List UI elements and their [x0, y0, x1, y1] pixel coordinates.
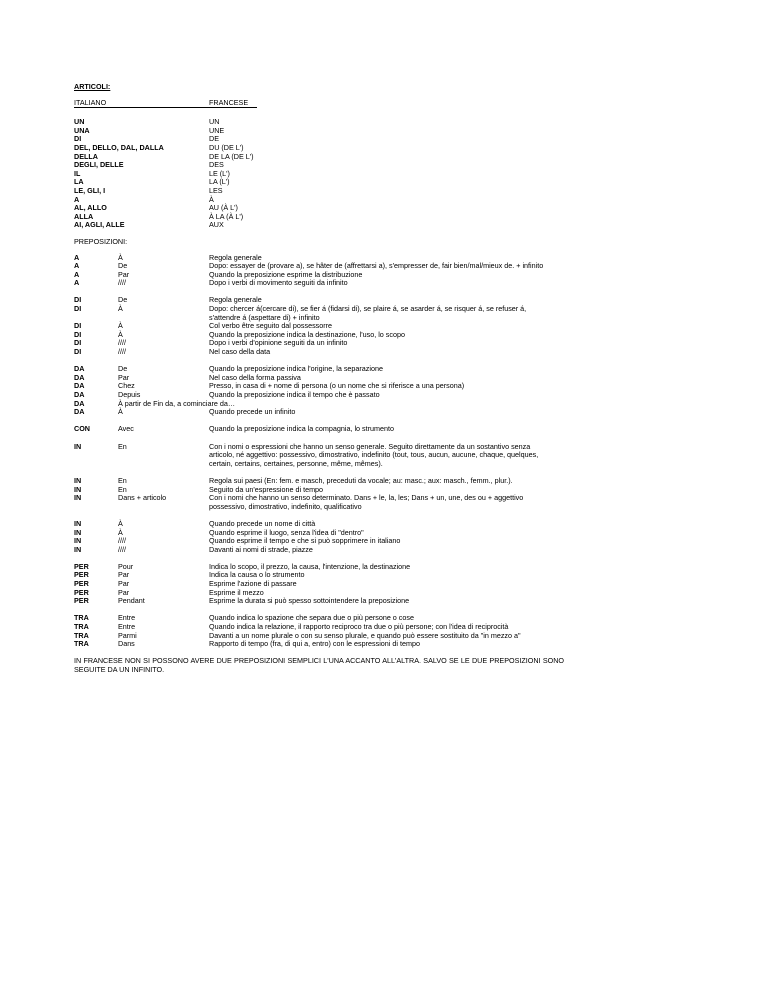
preposition-row: [74, 563, 698, 572]
article-italian: AL, ALLO: [74, 203, 107, 213]
preposition-rule: Quando indica la relazione, il rapporto reciproco tra due o più persone; con l'idea di reciprocità: [209, 622, 509, 632]
preposition-rule: Davanti a un nome plurale o con su senso plurale, e quando può essere sostituito da "in mezzo a": [209, 630, 521, 640]
preposition-row: [74, 400, 698, 409]
preposition-italian: IN: [74, 518, 82, 528]
preposition-french: En: [118, 475, 127, 485]
preposition-italian: PER: [74, 596, 89, 606]
preposition-row: [74, 348, 698, 357]
preposition-row: [74, 262, 698, 271]
preposition-rule: Rapporto di tempo (fra, di qui a, entro) con le espressioni di tempo: [209, 639, 420, 649]
preposition-rule: Presso, in casa di + nome di persona (o un nome che si riferisce a una persona): [209, 381, 465, 391]
article-row: [74, 213, 698, 222]
preposition-rule: Indica lo scopo, il prezzo, la causa, l'intenzione, la destinazione: [209, 561, 411, 571]
preposition-row: [74, 580, 698, 589]
preposition-row: [74, 408, 698, 417]
article-italian: DEGLI, DELLE: [74, 160, 124, 170]
article-row: [74, 178, 698, 187]
page-title: ARTICOLI:: [74, 82, 111, 91]
preposition-row: [74, 271, 698, 280]
preposition-italian: TRA: [74, 630, 89, 640]
preposition-french: De: [118, 364, 128, 374]
preposition-french: Parmi: [118, 630, 137, 640]
preposition-rule: Quando la preposizione indica l'origine, la separazione: [209, 364, 383, 374]
article-row: [74, 153, 698, 162]
preposition-italian: DA: [74, 372, 85, 382]
preposition-french: ////: [118, 347, 126, 357]
preposition-italian: DA: [74, 407, 85, 417]
preposition-italian: IN: [74, 475, 82, 485]
article-italian: LA: [74, 177, 84, 187]
article-italian: DELLA: [74, 151, 98, 161]
article-row: [74, 196, 698, 205]
preposition-italian: TRA: [74, 622, 89, 632]
preposition-row: [74, 339, 698, 348]
article-row: [74, 221, 698, 230]
preposition-french: À: [118, 329, 123, 339]
article-row: [74, 187, 698, 196]
preposition-italian: IN: [74, 536, 82, 546]
preposition-rule: Quando la preposizione indica la compagnia, lo strumento: [209, 424, 394, 434]
preposition-french: Par: [118, 579, 130, 589]
preposition-rule: Quando precede un infinito: [209, 407, 296, 417]
preposition-group: [74, 520, 698, 554]
preposition-italian: DI: [74, 295, 82, 305]
preposition-italian: A: [74, 252, 80, 262]
preposition-rule: Quando la preposizione indica la destinazione, l'uso, lo scopo: [209, 329, 405, 339]
article-italian: AI, AGLI, ALLE: [74, 220, 125, 230]
article-french: À LA (À L'): [209, 211, 244, 221]
preposition-italian: A: [74, 278, 80, 288]
preposition-rule: Nel caso della forma passiva: [209, 372, 301, 382]
article-italian: ALLA: [74, 211, 94, 221]
preposition-rule: Con i nomi che hanno un senso determinato. Dans + le, la, les; Dans + un, une, des ou + aggettivo possessivo, dimostrativo, indefinito, qualificativo: [209, 493, 524, 511]
prepositions-title: PREPOSIZIONI:: [74, 236, 128, 246]
article-italian: DI: [74, 134, 82, 144]
preposition-italian: IN: [74, 544, 82, 554]
preposition-rule: Davanti ai nomi di strade, piazze: [209, 544, 313, 554]
preposition-rule: Seguito da un'espressione di tempo: [209, 484, 324, 494]
preposition-french: ////: [118, 338, 126, 348]
preposition-italian: PER: [74, 579, 89, 589]
preposition-group: [74, 425, 698, 434]
preposition-rule: Regola sui paesi (En: fem. e masch, preceduti da vocale; au: masc.; aux: masch., femm., plur.).: [209, 475, 513, 485]
preposition-italian: DI: [74, 338, 82, 348]
footer-note: IN FRANCESE NON SI POSSONO AVERE DUE PREPOSIZIONI SEMPLICI L'UNA ACCANTO ALL'ALTRA. SALVO SE LE DUE PREPOSIZIONI SONO SEGUITE DA UN INFINITO.: [74, 656, 564, 674]
preposition-italian: DI: [74, 304, 82, 314]
article-french: DE: [209, 134, 219, 144]
preposition-italian: TRA: [74, 639, 89, 649]
preposition-rule: Nel caso della data: [209, 347, 271, 357]
preposition-row: [74, 382, 698, 391]
preposition-row: [74, 477, 698, 486]
article-french: LES: [209, 185, 223, 195]
article-french: LA (L'): [209, 177, 230, 187]
preposition-french: Pendant: [118, 596, 145, 606]
column-header: [74, 99, 698, 109]
preposition-french: À: [118, 527, 123, 537]
preposition-italian: PER: [74, 570, 89, 580]
preposition-italian: DI: [74, 347, 82, 357]
preposition-row: [74, 305, 698, 322]
preposition-rule: Col verbo être seguito dal possessorre: [209, 321, 333, 331]
preposition-rule: Quando indica lo spazione che separa due o più persone o cose: [209, 613, 414, 623]
preposition-group: [74, 443, 698, 469]
preposition-group: [74, 477, 698, 511]
preposition-row: [74, 571, 698, 580]
preposition-french: Dans: [118, 639, 135, 649]
preposition-rule: Dopo i verbi di movimento seguiti da infinito: [209, 278, 348, 288]
article-italian: UN: [74, 117, 85, 127]
preposition-french: À: [118, 321, 123, 331]
preposition-rule: Indica la causa o lo strumento: [209, 570, 305, 580]
preposition-italian: DI: [74, 321, 82, 331]
preposition-rule: Dopo: chercer á(cercare di), se fier á (fidarsi di), se plaire á, se asarder á, se risquer á, se refuser á, s'attendre á (aspettare di) + infinito: [209, 304, 527, 322]
article-french: À: [209, 194, 214, 204]
preposition-italian: PER: [74, 587, 89, 597]
preposition-row: [74, 597, 698, 606]
preposition-rule: Esprime l'azione di passare: [209, 579, 297, 589]
preposition-row: [74, 494, 698, 511]
article-italian: UNA: [74, 125, 90, 135]
preposition-row: [74, 425, 698, 434]
preposition-french: Avec: [118, 424, 134, 434]
article-row: [74, 170, 698, 179]
document-page: [74, 83, 698, 675]
header-italiano: ITALIANO: [74, 99, 209, 109]
article-row: [74, 204, 698, 213]
article-row: [74, 118, 698, 127]
preposition-group: [74, 614, 698, 648]
preposition-french: À: [118, 407, 123, 417]
preposition-rule: Esprime il mezzo: [209, 587, 264, 597]
preposition-italian: IN: [74, 493, 82, 503]
article-italian: IL: [74, 168, 81, 178]
preposition-french: ////: [118, 536, 126, 546]
preposition-french: ////: [118, 544, 126, 554]
preposition-group: [74, 296, 698, 356]
preposition-italian: DA: [74, 390, 85, 399]
preposition-french: ////: [118, 278, 126, 288]
preposition-group: [74, 365, 698, 417]
preposition-row: [74, 546, 698, 555]
preposition-rule: Quando esprime il luogo, senza l'idea di "dentro": [209, 527, 364, 537]
preposition-italian: A: [74, 269, 80, 279]
preposition-rule: Dopo i verbi d'opinione seguiti da un infinito: [209, 338, 348, 348]
article-italian: DEL, DELLO, DAL, DALLA: [74, 142, 164, 152]
preposition-rule: Regola generale: [209, 295, 262, 305]
article-french: UNE: [209, 125, 225, 135]
preposition-italian: CON: [74, 424, 90, 434]
preposition-row: [74, 365, 698, 374]
preposition-italian: IN: [74, 441, 82, 451]
preposition-rule: Quando la preposizione esprime la distribuzione: [209, 269, 363, 279]
preposition-row: [74, 331, 698, 340]
preposition-italian: TRA: [74, 613, 89, 623]
preposition-french: À: [118, 252, 123, 262]
article-row: [74, 127, 698, 136]
preposition-italian: DA: [74, 364, 85, 374]
preposition-french: Entre: [118, 613, 136, 623]
preposition-french: Par: [118, 269, 130, 279]
preposition-french: Entre: [118, 622, 136, 632]
preposition-italian: PER: [74, 561, 89, 571]
article-italian: LE, GLI, I: [74, 185, 106, 195]
preposition-french: Par: [118, 372, 130, 382]
preposition-italian: A: [74, 261, 80, 271]
preposition-french: De: [118, 261, 128, 271]
article-row: [74, 135, 698, 144]
preposition-group: [74, 254, 698, 288]
article-french: AUX: [209, 220, 224, 230]
article-french: LE (L'): [209, 168, 230, 178]
preposition-rule: Esprime la durata si può spesso sottointendere la preposizione: [209, 596, 410, 606]
preposition-rule: Quando la preposizione indica il tempo che è passato: [209, 390, 380, 399]
preposition-french: De: [118, 295, 128, 305]
preposition-row: [74, 520, 698, 529]
article-row: [74, 144, 698, 153]
preposition-rule: Quando esprime il tempo e che si può sopprimere in italiano: [209, 536, 401, 546]
preposition-italian: IN: [74, 484, 82, 494]
preposition-rule: Dopo: essayer de (provare a), se hâter de (affrettarsi a), s'empresser de, fair bien/mal/mieux de. + infinito: [209, 261, 544, 271]
header-francese: FRANCESE: [209, 99, 257, 109]
article-french: DES: [209, 160, 224, 170]
preposition-italian: DA: [74, 398, 85, 408]
preposition-french: À: [118, 518, 123, 528]
preposition-row: [74, 537, 698, 546]
preposition-french: À: [118, 304, 123, 314]
preposition-rule: Quando precede un nome di città: [209, 518, 316, 528]
preposition-rule: Con i nomi o espressioni che hanno un senso generale. Seguito direttamente da un sostantivo senza articolo, né aggettivo: possessivo, dimostrativo, indefinito (tout, tous, aucun, aucune, chaque, quelques, certain, certains, certaines, personne, même, mêmes).: [209, 441, 539, 468]
preposition-row: [74, 640, 698, 649]
article-french: UN: [209, 117, 220, 127]
preposition-french: Par: [118, 570, 130, 580]
article-row: [74, 161, 698, 170]
preposition-row: [74, 443, 698, 469]
preposition-french: En: [118, 441, 127, 451]
preposition-rule: Regola generale: [209, 252, 262, 262]
preposition-italian: DA: [74, 381, 85, 391]
preposition-group: [74, 563, 698, 606]
preposition-french: Par: [118, 587, 130, 597]
preposition-french: Pour: [118, 561, 134, 571]
article-italian: A: [74, 194, 80, 204]
articles-list: [74, 118, 698, 230]
preposition-french: Chez: [118, 381, 135, 391]
preposition-italian: DI: [74, 329, 82, 339]
preposition-italian: IN: [74, 527, 82, 537]
article-french: DE LA (DE L'): [209, 151, 254, 161]
preposition-french: À partir de Fin da, a cominciare da…: [118, 398, 236, 408]
prepositions-list: [74, 254, 698, 649]
preposition-row: [74, 279, 698, 288]
article-french: AU (À L'): [209, 203, 238, 213]
preposition-french: Depuis: [118, 390, 141, 399]
preposition-french: En: [118, 484, 127, 494]
article-french: DU (DE L'): [209, 142, 244, 152]
preposition-french: Dans + articolo: [118, 493, 167, 503]
